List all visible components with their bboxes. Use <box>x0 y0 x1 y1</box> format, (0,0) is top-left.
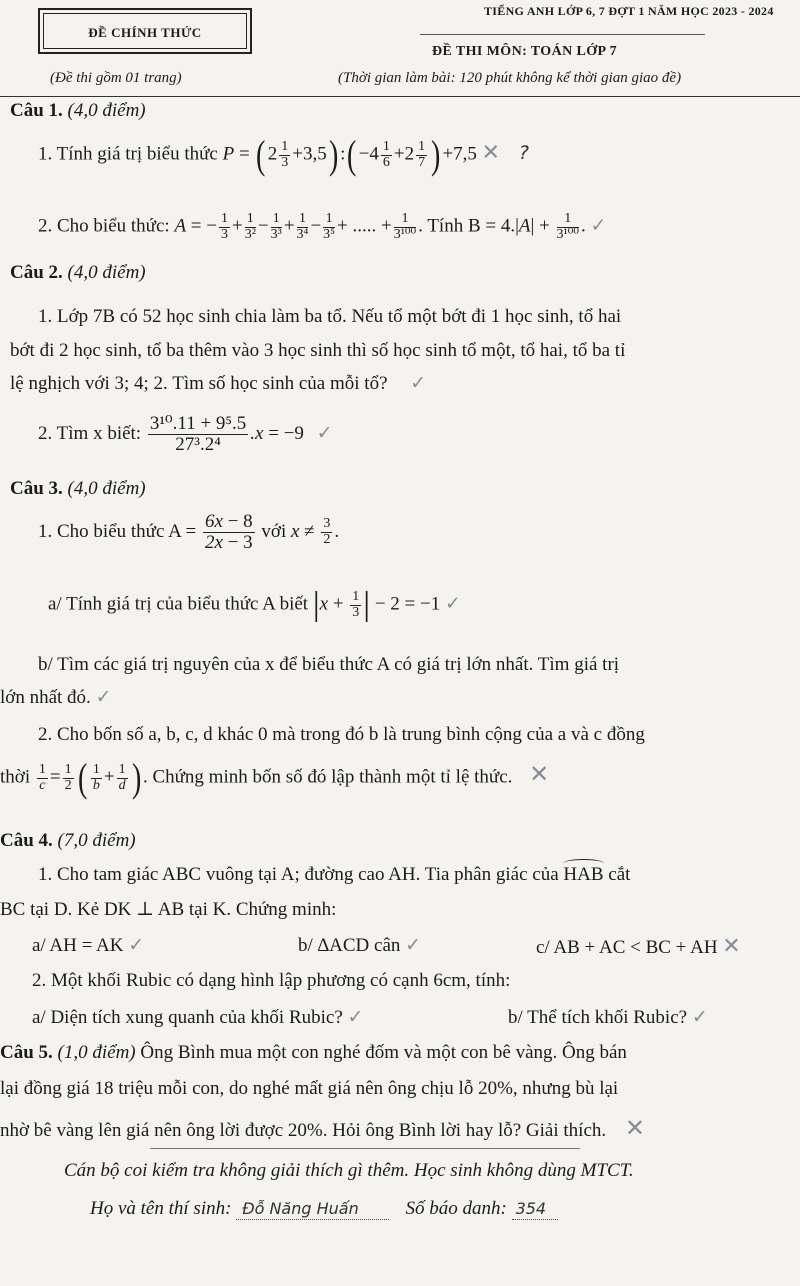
q5-line2: lại đồng giá 18 triệu mỗi con, do nghé mất giá nên ông chịu lỗ 20%, nhưng bù lại <box>0 1078 619 1099</box>
q5-line1: Câu 5. (1,0 điểm) Ông Bình mua một con nghé đốm và một con bê vàng. Ông bán <box>0 1042 627 1063</box>
q4-part1-line2: BC tại D. Kẻ DK ⊥ AB tại K. Chứng minh: <box>0 899 337 920</box>
official-exam-box <box>38 8 252 54</box>
angle-hat <box>563 859 603 868</box>
time-note: (Thời gian làm bài: 120 phút không kể thời gian giao đề) <box>338 70 682 86</box>
q1-part2: 2. Cho biểu thức: A = − $\frac{1}{3}$ + $\frac{1}{\text{3²}}$ − $\frac{1}{\text{3³}}$ + $\frac{1}{\text{3⁴}}$ − $\frac{1}{\text{3⁵}}$ + ..... + $\frac{1}{\text{3¹⁰⁰}}$ . Tính B = 4.|A| + $\frac{1}{\text{3¹⁰⁰}}$ . ✓ <box>38 211 607 242</box>
q4-part1-a: a/ AH = AK ✓ <box>32 934 145 956</box>
q1-2-check-mark: ✓ <box>590 214 607 237</box>
angle-hab: HAB <box>563 864 604 885</box>
q4-1b-check-mark: ✓ <box>405 934 422 956</box>
q2-1-check-mark: ✓ <box>410 372 427 394</box>
q2-part2: 2. Tìm x biết: $\frac{\text{3¹⁰.11 + 9⁵.5}}{\text{27³.2⁴}}$ .x = −9 ✓ <box>38 413 333 455</box>
q5-line3: nhờ bê vàng lên giá nên ông lời được 20%. Hỏi ông Bình lời hay lỗ? Giải thích. ✕ <box>0 1114 645 1142</box>
q2-2-check-mark: ✓ <box>316 421 333 444</box>
candidate-name-line: Họ và tên thí sinh: Đỗ Năng Huấn Số báo danh: 354 <box>90 1198 558 1220</box>
q4-part2-line1: 2. Một khối Rubic có dạng hình lập phương có cạnh 6cm, tính: <box>32 970 511 991</box>
q3-1a-check-mark: ✓ <box>445 592 461 615</box>
q4-1c-cross-mark: ✕ <box>722 934 741 959</box>
q4-part1-line1: 1. Cho tam giác ABC vuông tại A; đường cao AH. Tia phân giác của HAB cắt <box>38 864 630 886</box>
q3-part1: 1. Cho biểu thức A = $\frac{6x - 8}{2x - 3}$ với x ≠ $\frac{3}{2}$ . <box>38 511 340 553</box>
header-divider <box>0 96 800 97</box>
q1-1-question-mark: ? <box>518 142 529 165</box>
q3-part2-line2: thời $\frac{1}{c}$ = $\frac{1}{2}$ ( $\frac{1}{b}$ + $\frac{1}{d}$ ) . Chứng minh bốn số đó lập thành một tỉ lệ thức. ✕ <box>0 755 550 800</box>
q2-part1-line3: lệ nghịch với 3; 4; 2. Tìm số học sinh của mỗi tổ? ✓ <box>10 372 427 394</box>
q4-part1-b: b/ ∆ACD cân ✓ <box>298 934 422 956</box>
q1-part1: 1. Tính giá trị biểu thức P = ( 2 $\frac{1}{3}$ +3,5) :( −4 $\frac{1}{6}$ +2 $\frac{1}{7}$ ) +7,5 ✕ ? <box>38 132 529 177</box>
q5-cross-mark: ✕ <box>624 1114 645 1142</box>
q4-part2-a: a/ Diện tích xung quanh của khối Rubic? ✓ <box>32 1006 364 1028</box>
q4-2b-check-mark: ✓ <box>691 1006 708 1028</box>
q3-part2-line1: 2. Cho bốn số a, b, c, d khác 0 mà trong đó b là trung bình cộng của a và c đồng <box>38 724 645 745</box>
q3-1b-check-mark: ✓ <box>95 686 112 708</box>
q2-heading: Câu 2. (4,0 điểm) <box>10 262 146 283</box>
q4-heading: Câu 4. (7,0 điểm) <box>0 830 136 851</box>
header-top-line: TIẾNG ANH LỚP 6, 7 ĐỢT 1 NĂM HỌC 2023 - 2024 <box>484 4 774 18</box>
q3-part1-b-line1: b/ Tìm các giá trị nguyên của x để biểu thức A có giá trị lớn nhất. Tìm giá trị <box>38 654 620 675</box>
footer-note: Cán bộ coi kiểm tra không giải thích gì thêm. Học sinh không dùng MTCT. <box>64 1160 634 1181</box>
candidate-name-handwritten: Đỗ Năng Huấn <box>242 1199 359 1218</box>
subject-title: ĐỀ THI MÔN: TOÁN LỚP 7 <box>432 44 617 59</box>
candidate-id-handwritten: 354 <box>515 1199 547 1218</box>
header-underline <box>420 34 705 35</box>
q2-part1-line1: 1. Lớp 7B có 52 học sinh chia làm ba tổ. Nếu tổ một bớt đi 1 học sinh, tổ hai <box>38 306 622 327</box>
official-exam-label: ĐỀ CHÍNH THỨC <box>43 13 247 49</box>
pages-note: (Đề thi gồm 01 trang) <box>50 70 182 86</box>
q3-2-cross-mark: ✕ <box>529 760 550 789</box>
q1-1-cross-mark: ✕ <box>481 140 501 166</box>
q4-part1-c: c/ AB + AC < BC + AH ✕ <box>536 934 741 959</box>
q4-part2-b: b/ Thể tích khối Rubic? ✓ <box>508 1006 708 1028</box>
q2-part1-line2: bớt đi 2 học sinh, tổ ba thêm vào 3 học sinh thì số học sinh tổ một, tổ hai, tổ ba tỉ <box>10 340 626 361</box>
footer-divider <box>150 1148 580 1149</box>
q3-part1-a: a/ Tính giá trị của biểu thức A biết |x + $\frac{1}{3}$ | − 2 = −1 ✓ <box>48 586 461 623</box>
q1-heading: Câu 1. (4,0 điểm) <box>10 100 146 121</box>
q4-1a-check-mark: ✓ <box>128 934 145 956</box>
q4-2a-check-mark: ✓ <box>347 1006 364 1028</box>
q3-heading: Câu 3. (4,0 điểm) <box>10 478 146 499</box>
q3-part1-b-line2: lớn nhất đó. ✓ <box>0 686 112 708</box>
